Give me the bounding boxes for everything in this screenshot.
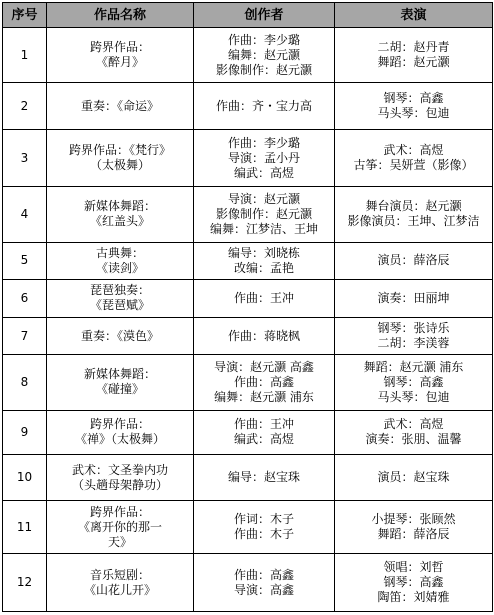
work-title-line: 《红盖头》 xyxy=(89,214,150,229)
creators-cell-line: 作曲：齐・宝力高 xyxy=(215,98,312,113)
creators-cell-line: 编舞：赵元灏 浦东 xyxy=(214,389,314,404)
work-title-line: （太极舞） xyxy=(89,158,150,172)
work-title xyxy=(47,410,194,454)
performers-cell xyxy=(335,83,493,129)
performers-cell xyxy=(335,280,493,318)
creators-cell-line: 导演：赵元灏 高鑫 xyxy=(214,359,314,374)
row-number: 12 xyxy=(3,554,47,612)
work-title xyxy=(47,129,194,187)
creators-cell-line: 编武：高煜 xyxy=(233,165,294,180)
creators-cell-line: 作曲：王冲 xyxy=(233,290,294,305)
table-row xyxy=(3,83,493,129)
creators-cell-line: 作曲：李少璐 xyxy=(227,32,300,47)
performers-cell xyxy=(335,410,493,454)
work-title-line: 重奏：《漠色》 xyxy=(80,328,159,343)
performers-cell xyxy=(335,28,493,83)
work-title xyxy=(47,28,194,83)
work-title-line: 跨界作品： xyxy=(89,504,150,519)
performers-cell-line: 武术：高煜 xyxy=(383,417,444,432)
performers-cell-line: 演员：赵宝珠 xyxy=(377,470,450,485)
work-title xyxy=(47,554,194,612)
creators-cell-line: 导演：孟小丹 xyxy=(227,150,300,165)
work-title-line: 古典舞： xyxy=(95,245,144,260)
performers-cell-line: 舞蹈：赵元灏 xyxy=(377,55,450,70)
creators-cell-line: 编舞：赵元灏 xyxy=(227,47,300,62)
row-number: 7 xyxy=(3,317,47,355)
header-performers: 表演 xyxy=(335,3,493,28)
table-body xyxy=(3,28,493,612)
performers-cell-line: 武术：高煜 xyxy=(383,143,444,157)
row-number: 9 xyxy=(3,410,47,454)
table-row xyxy=(3,501,493,554)
performers-cell-line: 钢琴：高鑫 xyxy=(383,91,444,106)
creators-cell-line: 编武：高煜 xyxy=(233,432,294,447)
table-row xyxy=(3,410,493,454)
work-title-line: 重奏：《命运》 xyxy=(80,98,159,113)
performers-cell xyxy=(335,554,493,612)
performers-cell xyxy=(335,129,493,187)
performers-cell-line: 演员：薛洛辰 xyxy=(377,253,450,268)
creators-cell xyxy=(194,187,335,242)
work-title-line: 《禅》（太极舞） xyxy=(74,432,165,447)
performers-cell xyxy=(335,501,493,554)
performers-cell xyxy=(335,317,493,355)
creators-cell xyxy=(194,129,335,187)
work-title xyxy=(47,454,194,500)
table-row xyxy=(3,242,493,280)
creators-cell-line: 导演：赵元灏 xyxy=(227,191,300,206)
header-row xyxy=(3,3,493,28)
work-title xyxy=(47,355,194,410)
work-title-line: 新媒体舞蹈： xyxy=(83,367,156,382)
table-row xyxy=(3,454,493,500)
performers-cell-line: 陶笛：刘婧雅 xyxy=(377,590,450,605)
creators-cell-line: 作词：木子 xyxy=(233,512,294,527)
row-number: 5 xyxy=(3,242,47,280)
creators-cell-line: 编舞：江梦洁、王坤 xyxy=(209,221,318,236)
work-title-line: 《读剑》 xyxy=(95,260,144,275)
creators-cell xyxy=(194,280,335,318)
performers-cell-line: 古筝：吴妍萱（影像） xyxy=(353,158,474,172)
work-title-line: （头趟母架静功） xyxy=(71,477,168,492)
creators-cell xyxy=(194,501,335,554)
creators-cell xyxy=(194,410,335,454)
row-number: 11 xyxy=(3,501,47,554)
program-table xyxy=(2,2,493,612)
work-title-line: 《琵琶赋》 xyxy=(89,298,150,313)
creators-cell xyxy=(194,28,335,83)
creators-cell xyxy=(194,554,335,612)
work-title-line: 琵琶独奏： xyxy=(89,283,150,298)
creators-cell-line: 作曲：木子 xyxy=(233,527,294,542)
performers-cell-line: 小提琴：张顾然 xyxy=(371,512,456,527)
work-title-line: 跨界作品： xyxy=(89,40,150,55)
row-number: 6 xyxy=(3,280,47,318)
performers-cell xyxy=(335,355,493,410)
work-title xyxy=(47,83,194,129)
creators-cell-line: 改编：孟艳 xyxy=(233,260,294,275)
work-title xyxy=(47,187,194,242)
work-title-line: 新媒体舞蹈： xyxy=(83,199,156,214)
table-row xyxy=(3,280,493,318)
performers-cell xyxy=(335,187,493,242)
performers-cell xyxy=(335,242,493,280)
creators-cell-line: 导演：高鑫 xyxy=(233,582,294,597)
header-title: 作品名称 xyxy=(47,3,194,28)
performers-cell-line: 二胡：李渼蓉 xyxy=(377,336,450,351)
creators-cell xyxy=(194,317,335,355)
row-number: 1 xyxy=(3,28,47,83)
work-title xyxy=(47,280,194,318)
work-title-line: 天》 xyxy=(107,534,132,549)
performers-cell-line: 钢琴：高鑫 xyxy=(383,575,444,590)
performers-cell-line: 影像演员：王坤、江梦洁 xyxy=(347,214,480,229)
work-title-line: 《山花儿开》 xyxy=(83,582,156,597)
performers-cell-line: 演奏：张朋、温馨 xyxy=(365,432,462,447)
creators-cell-line: 作曲：李少璐 xyxy=(227,135,300,150)
creators-cell-line: 编导：赵宝珠 xyxy=(227,470,300,485)
header-creators: 创作者 xyxy=(194,3,335,28)
creators-cell-line: 影像制作：赵元灏 xyxy=(215,206,312,221)
table-row xyxy=(3,355,493,410)
table-row xyxy=(3,554,493,612)
creators-cell xyxy=(194,83,335,129)
row-number: 10 xyxy=(3,454,47,500)
performers-cell-line: 舞蹈：赵元灏 浦东 xyxy=(363,359,464,374)
creators-cell-line: 作曲：王冲 xyxy=(233,417,294,432)
work-title-line: 《离开你的那一 xyxy=(77,519,162,534)
work-title xyxy=(47,501,194,554)
row-number: 4 xyxy=(3,187,47,242)
work-title xyxy=(47,317,194,355)
table-row xyxy=(3,129,493,187)
performers-cell-line: 马头琴：包迪 xyxy=(377,389,450,404)
work-title-line: 《醉月》 xyxy=(95,55,144,70)
row-number: 8 xyxy=(3,355,47,410)
creators-cell-line: 作曲：高鑫 xyxy=(233,374,294,389)
performers-cell-line: 领唱：刘哲 xyxy=(383,560,444,575)
performers-cell-line: 演奏：田丽坤 xyxy=(377,290,450,305)
creators-cell-line: 影像制作：赵元灏 xyxy=(215,62,312,77)
work-title-line: 跨界作品：《梵行》 xyxy=(68,143,171,157)
performers-cell-line: 舞台演员：赵元灏 xyxy=(365,199,462,214)
creators-cell xyxy=(194,355,335,410)
creators-cell xyxy=(194,242,335,280)
creators-cell-line: 编导：刘晓栋 xyxy=(227,245,300,260)
performers-cell xyxy=(335,454,493,500)
work-title-line: 跨界作品： xyxy=(89,417,150,432)
creators-cell-line: 作曲：蒋晓枫 xyxy=(227,328,300,343)
header-number: 序号 xyxy=(3,3,47,28)
performers-cell-line: 二胡：赵丹青 xyxy=(377,40,450,55)
row-number: 3 xyxy=(3,129,47,187)
performers-cell-line: 舞蹈：薛洛辰 xyxy=(377,527,450,542)
work-title-line: 音乐短剧： xyxy=(89,567,150,582)
performers-cell-line: 钢琴：高鑫 xyxy=(383,374,444,389)
row-number: 2 xyxy=(3,83,47,129)
work-title xyxy=(47,242,194,280)
performers-cell-line: 马头琴：包迪 xyxy=(377,106,450,121)
performers-cell-line: 钢琴：张诗乐 xyxy=(377,321,450,336)
work-title-line: 武术：文圣拳内功 xyxy=(71,462,168,477)
creators-cell-line: 作曲：高鑫 xyxy=(233,567,294,582)
table-row xyxy=(3,317,493,355)
work-title-line: 《碰撞》 xyxy=(95,382,144,397)
creators-cell xyxy=(194,454,335,500)
table-row xyxy=(3,187,493,242)
table-row xyxy=(3,28,493,83)
